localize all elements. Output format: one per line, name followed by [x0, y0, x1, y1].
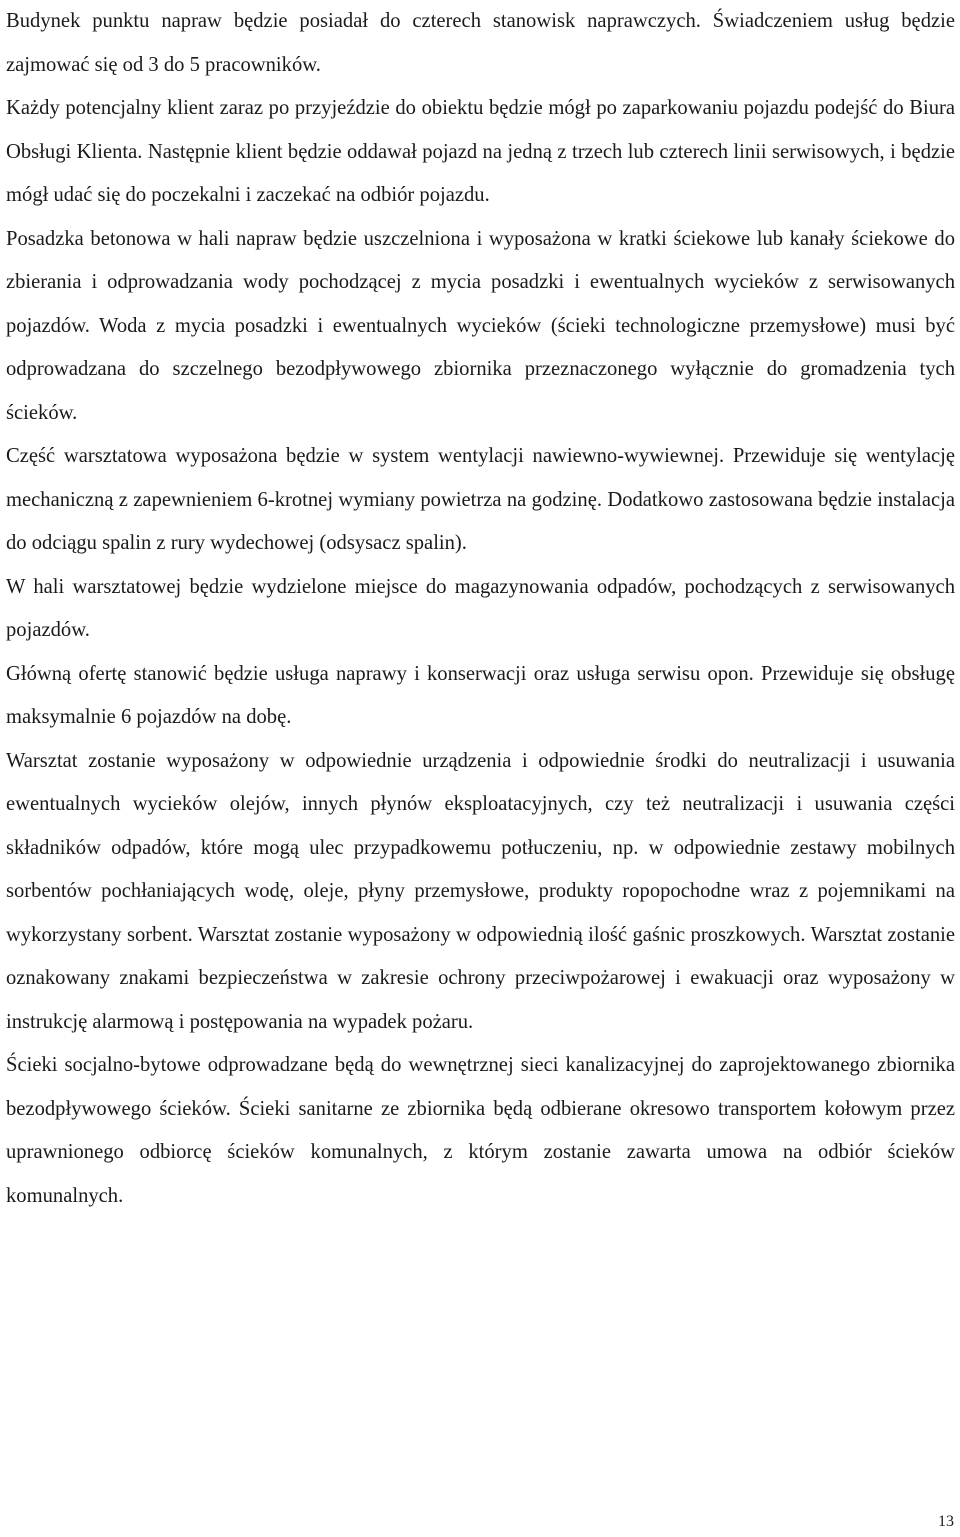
page-text: [6, 0, 955, 1218]
paragraph-floor-drainage: Posadzka betonowa w hali napraw będzie uszczelniona i wyposażona w kratki ściekowe lub kanały ściekowe do zbierania i odprowadzania wody pochodzącej z mycia posadzki i ewentualnych wycieków z serwisowanych pojazdów. Woda z mycia posadzki i ewentualnych wycieków (ścieki technologiczne przemysłowe) musi być odprowadzana do szczelnego bezodpływowego zbiornika przeznaczonego wyłącznie do gromadzenia tych ścieków.: [6, 227, 955, 424]
paragraph-spill-equipment: Warsztat zostanie wyposażony w odpowiednie urządzenia i odpowiednie środki do neutralizacji i usuwania ewentualnych wycieków olejów, innych płynów eksploatacyjnych, czy też neutralizacji i usuwania części składników odpadów, które mogą ulec przypadkowemu potłuczeniu, np. w odpowiednie zestawy mobilnych sorbentów pochłaniających wodę, oleje, płyny przemysłowe, produkty ropopochodne wraz z pojemnikami na wykorzystany sorbent. Warsztat zostanie wyposażony w odpowiednią ilość gaśnic proszkowych. Warsztat zostanie oznakowany znakami bezpieczeństwa w zakresie ochrony przeciwpożarowej i ewakuacji oraz wyposażony w instrukcję alarmową i postępowania na wypadek pożaru.: [6, 749, 955, 1033]
paragraph-workshop-capacity: Budynek punktu napraw będzie posiadał do czterech stanowisk naprawczych. Świadczeniem usług będzie zajmować się od 3 do 5 pracowników.: [6, 10, 955, 76]
paragraph-customer-flow: Każdy potencjalny klient zaraz po przyjeździe do obiektu będzie mógł po zaparkowaniu pojazdu podejść do Biura Obsługi Klienta. Następnie klient będzie oddawał pojazd na jedną z trzech lub czterech linii serwisowych, i będzie mógł udać się do poczekalni i zaczekać na odbiór pojazdu.: [6, 97, 955, 206]
paragraph-sewage: Ścieki socjalno-bytowe odprowadzane będą do wewnętrznej sieci kanalizacyjnej do zaprojektowanego zbiornika bezodpływowego ścieków. Ścieki sanitarne ze zbiornika będą odbierane okresowo transportem kołowym przez uprawnionego odbiorcę ścieków komunalnych, z którym zostanie zawarta umowa na odbiór ścieków komunalnych.: [6, 1054, 955, 1207]
paragraph-services-offer: Główną ofertę stanowić będzie usługa naprawy i konserwacji oraz usługa serwisu opon. Przewiduje się obsługę maksymalnie 6 pojazdów na dobę.: [6, 662, 955, 728]
page-number: 13: [938, 1513, 954, 1530]
paragraph-ventilation: Część warsztatowa wyposażona będzie w system wentylacji nawiewno-wywiewnej. Przewiduje się wentylację mechaniczną z zapewnieniem 6-krotnej wymiany powietrza na godzinę. Dodatkowo zastosowana będzie instalacja do odciągu spalin z rury wydechowej (odsysacz spalin).: [6, 445, 955, 554]
paragraph-waste-storage: W hali warsztatowej będzie wydzielone miejsce do magazynowania odpadów, pochodzących z serwisowanych pojazdów.: [6, 575, 955, 641]
